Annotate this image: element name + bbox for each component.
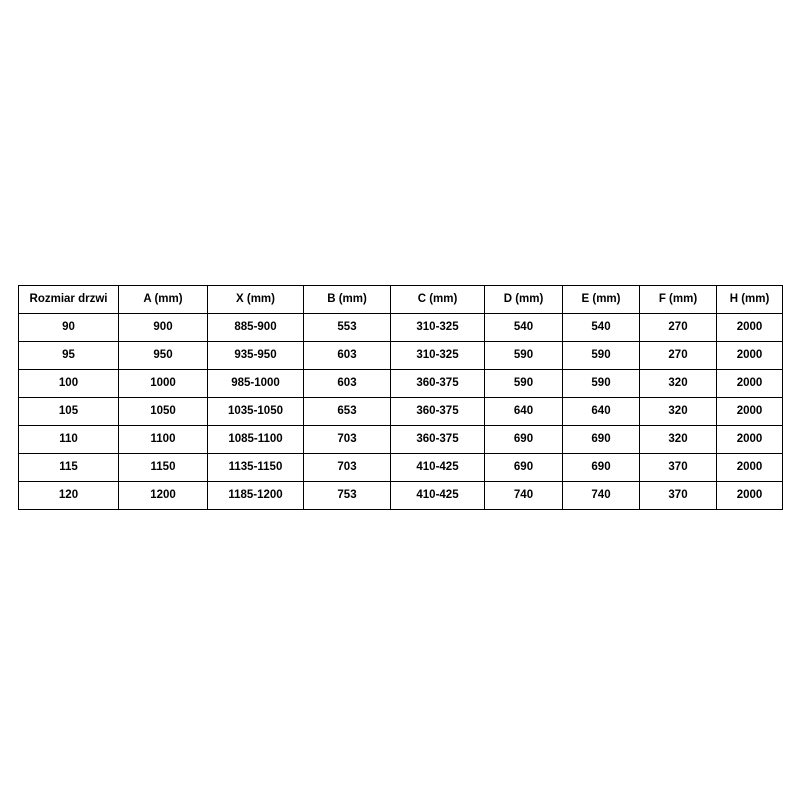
table-cell: 935-950 bbox=[208, 342, 304, 370]
table-cell: 270 bbox=[640, 342, 717, 370]
table-cell: 1135-1150 bbox=[208, 454, 304, 482]
table-cell: 900 bbox=[119, 314, 208, 342]
table-cell: 1185-1200 bbox=[208, 482, 304, 510]
table-cell: 270 bbox=[640, 314, 717, 342]
table-cell: 360-375 bbox=[391, 398, 485, 426]
table-cell: 590 bbox=[485, 342, 563, 370]
column-header-h: H (mm) bbox=[717, 286, 783, 314]
table-row bbox=[19, 426, 783, 454]
column-header-f: F (mm) bbox=[640, 286, 717, 314]
table-cell: 653 bbox=[304, 398, 391, 426]
table-cell: 360-375 bbox=[391, 426, 485, 454]
table-cell: 1035-1050 bbox=[208, 398, 304, 426]
column-header-rozmiar-drzwi: Rozmiar drzwi bbox=[19, 286, 119, 314]
table-cell: 740 bbox=[563, 482, 640, 510]
table-cell: 950 bbox=[119, 342, 208, 370]
table-cell: 100 bbox=[19, 370, 119, 398]
table-cell: 320 bbox=[640, 398, 717, 426]
table-cell: 603 bbox=[304, 342, 391, 370]
table-cell: 540 bbox=[485, 314, 563, 342]
column-header-b: B (mm) bbox=[304, 286, 391, 314]
table-row bbox=[19, 314, 783, 342]
table-row bbox=[19, 370, 783, 398]
table-cell: 410-425 bbox=[391, 454, 485, 482]
column-header-a: A (mm) bbox=[119, 286, 208, 314]
table-cell: 2000 bbox=[717, 370, 783, 398]
table-cell: 690 bbox=[563, 454, 640, 482]
table-cell: 885-900 bbox=[208, 314, 304, 342]
table-cell: 370 bbox=[640, 454, 717, 482]
table-body bbox=[19, 314, 783, 510]
table-cell: 120 bbox=[19, 482, 119, 510]
table-row bbox=[19, 454, 783, 482]
table-header bbox=[19, 286, 783, 314]
table-cell: 320 bbox=[640, 370, 717, 398]
table-cell: 1085-1100 bbox=[208, 426, 304, 454]
table-cell: 1200 bbox=[119, 482, 208, 510]
table-cell: 603 bbox=[304, 370, 391, 398]
table-cell: 553 bbox=[304, 314, 391, 342]
table-row bbox=[19, 482, 783, 510]
table-cell: 703 bbox=[304, 426, 391, 454]
table-cell: 2000 bbox=[717, 482, 783, 510]
column-header-e: E (mm) bbox=[563, 286, 640, 314]
table-cell: 2000 bbox=[717, 342, 783, 370]
table-cell: 310-325 bbox=[391, 342, 485, 370]
table-cell: 360-375 bbox=[391, 370, 485, 398]
table-cell: 1000 bbox=[119, 370, 208, 398]
table-cell: 590 bbox=[563, 370, 640, 398]
table-cell: 590 bbox=[485, 370, 563, 398]
table-cell: 2000 bbox=[717, 454, 783, 482]
table-cell: 320 bbox=[640, 426, 717, 454]
table-cell: 370 bbox=[640, 482, 717, 510]
table-cell: 690 bbox=[485, 454, 563, 482]
table-cell: 90 bbox=[19, 314, 119, 342]
table-cell: 690 bbox=[485, 426, 563, 454]
table-cell: 753 bbox=[304, 482, 391, 510]
table-row bbox=[19, 398, 783, 426]
table-cell: 703 bbox=[304, 454, 391, 482]
table-cell: 1150 bbox=[119, 454, 208, 482]
table-cell: 115 bbox=[19, 454, 119, 482]
table-cell: 740 bbox=[485, 482, 563, 510]
door-size-specification-table bbox=[18, 285, 783, 510]
table-cell: 640 bbox=[485, 398, 563, 426]
table-cell: 1050 bbox=[119, 398, 208, 426]
table-cell: 690 bbox=[563, 426, 640, 454]
column-header-x: X (mm) bbox=[208, 286, 304, 314]
table-cell: 2000 bbox=[717, 398, 783, 426]
column-header-c: C (mm) bbox=[391, 286, 485, 314]
table-cell: 590 bbox=[563, 342, 640, 370]
table-cell: 2000 bbox=[717, 426, 783, 454]
table-row bbox=[19, 342, 783, 370]
table-cell: 2000 bbox=[717, 314, 783, 342]
table-cell: 410-425 bbox=[391, 482, 485, 510]
table-cell: 110 bbox=[19, 426, 119, 454]
table-cell: 105 bbox=[19, 398, 119, 426]
specification-table-container bbox=[18, 285, 782, 510]
column-header-d: D (mm) bbox=[485, 286, 563, 314]
table-header-row bbox=[19, 286, 783, 314]
table-cell: 640 bbox=[563, 398, 640, 426]
table-cell: 95 bbox=[19, 342, 119, 370]
table-cell: 985-1000 bbox=[208, 370, 304, 398]
table-cell: 310-325 bbox=[391, 314, 485, 342]
table-cell: 540 bbox=[563, 314, 640, 342]
table-cell: 1100 bbox=[119, 426, 208, 454]
